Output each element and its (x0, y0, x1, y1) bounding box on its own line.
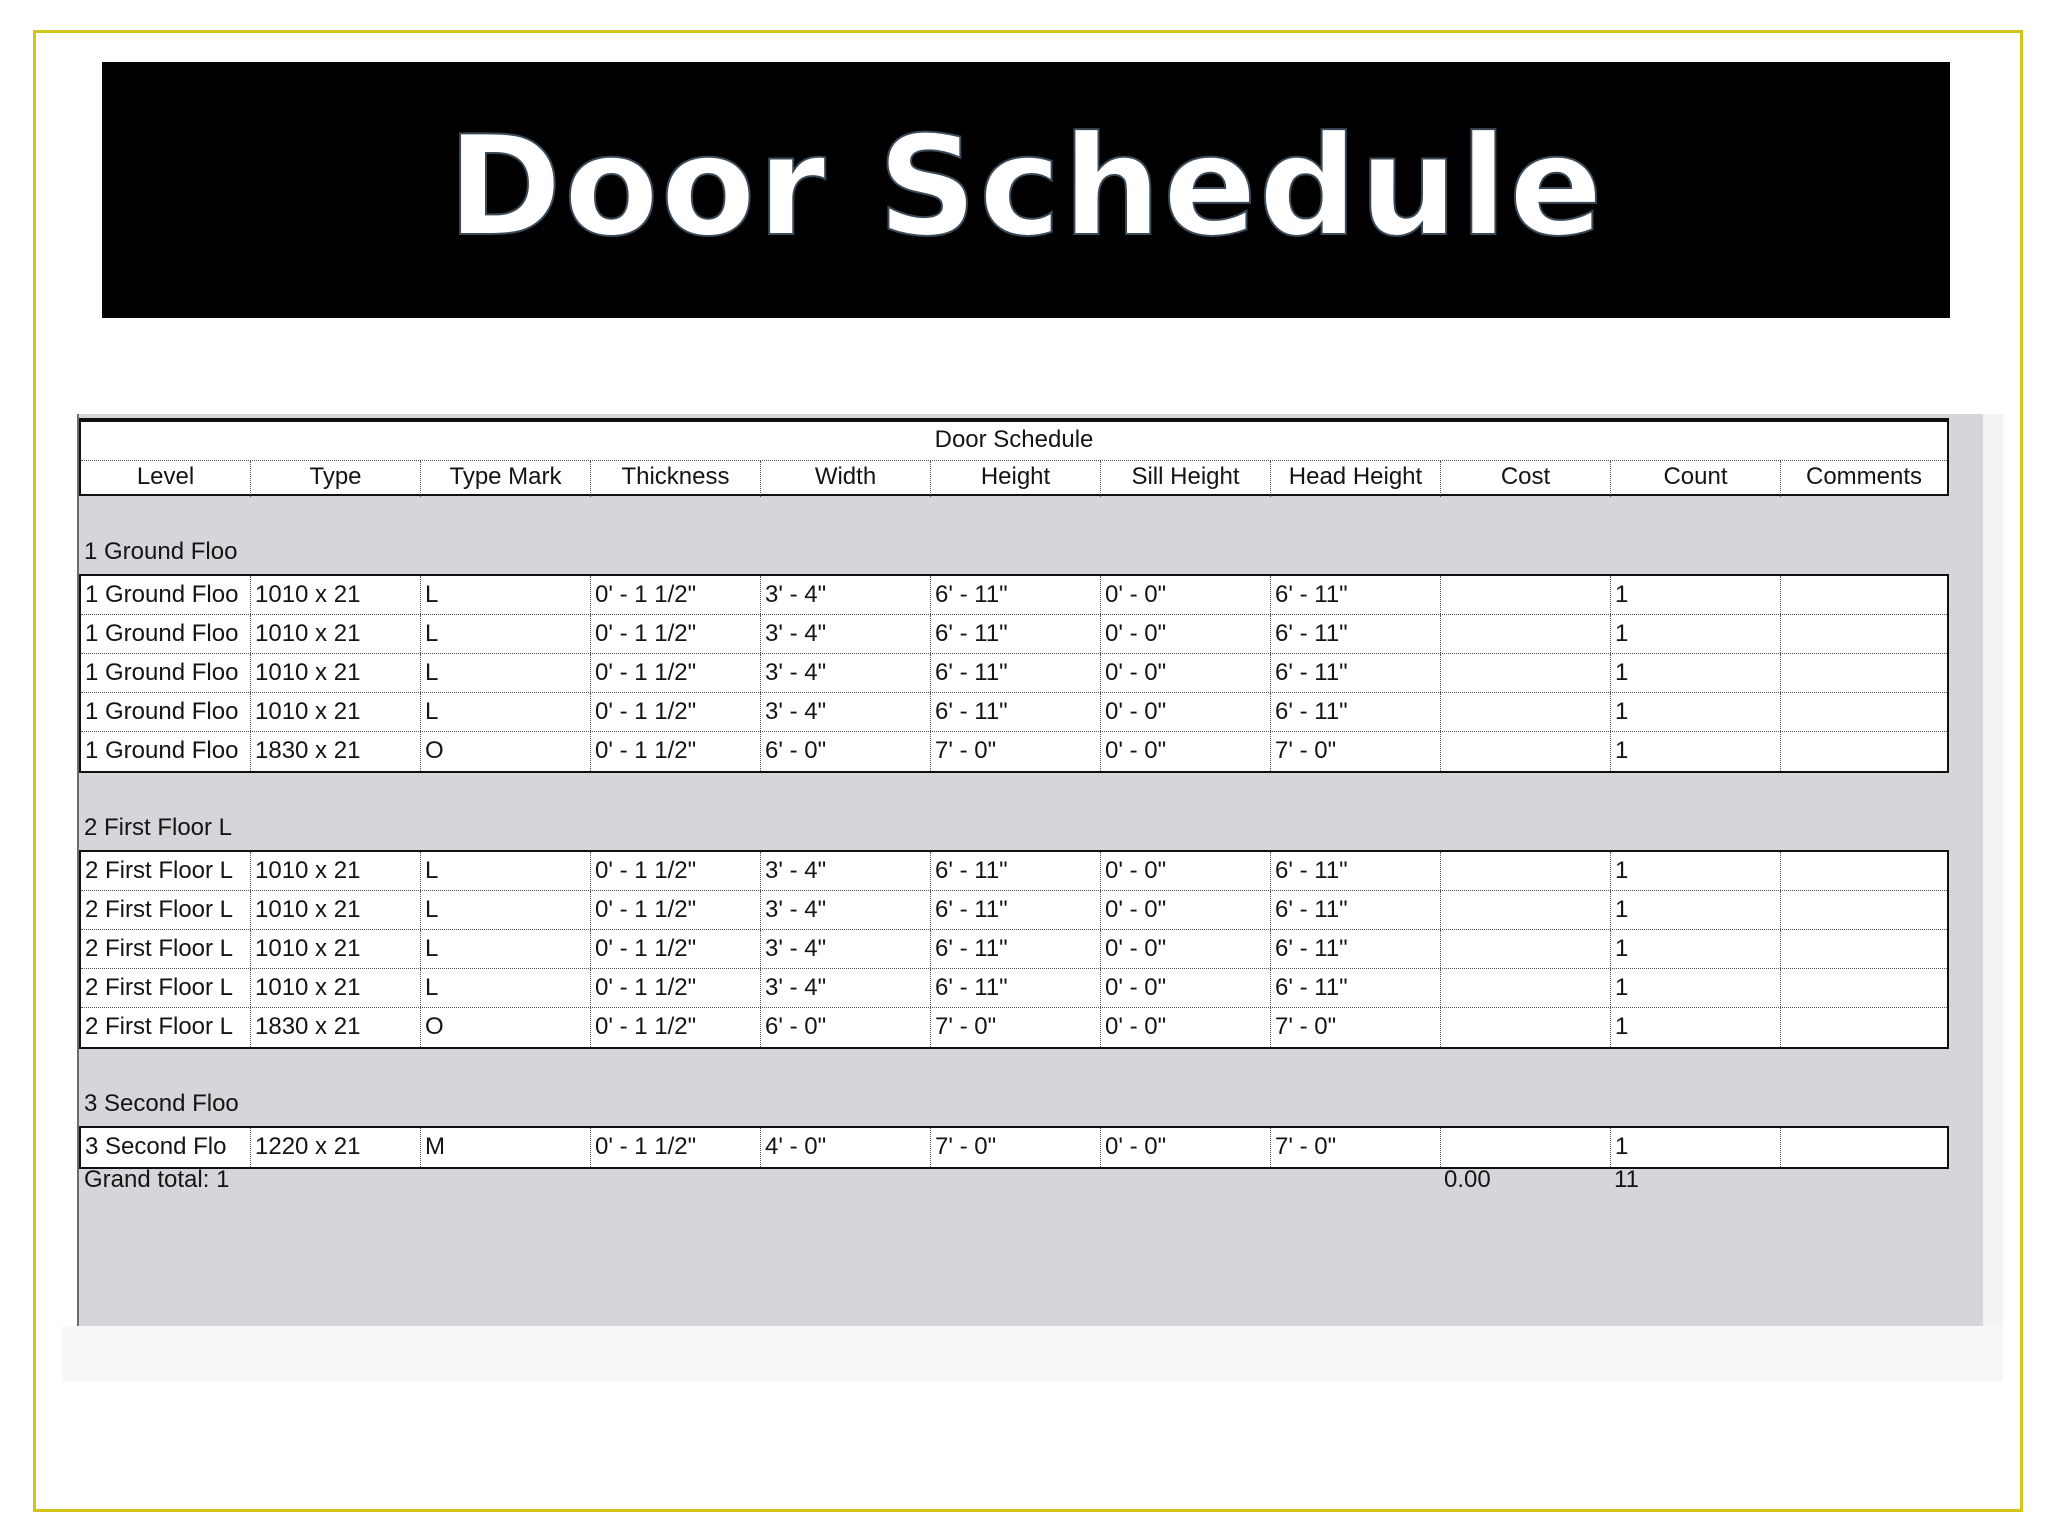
cell-sill-height[interactable]: 0' - 0" (1101, 654, 1271, 692)
cell-height[interactable]: 7' - 0" (931, 732, 1101, 771)
cell-sill-height[interactable]: 0' - 0" (1101, 1128, 1271, 1167)
column-header-sill-height[interactable]: Sill Height (1101, 461, 1271, 497)
group-label-second-floor: 3 Second Floo (84, 1090, 239, 1117)
cell-type[interactable]: 1010 x 21 (251, 852, 421, 890)
cell-type[interactable]: 1830 x 21 (251, 1008, 421, 1047)
group-label-first-floor: 2 First Floor L (84, 814, 233, 841)
cell-count[interactable]: 1 (1611, 1008, 1781, 1047)
cell-width[interactable]: 6' - 0" (761, 1008, 931, 1047)
cell-sill-height[interactable]: 0' - 0" (1101, 969, 1271, 1007)
cell-count[interactable]: 1 (1611, 969, 1781, 1007)
cell-head-height[interactable]: 6' - 11" (1271, 969, 1441, 1007)
cell-cost[interactable] (1441, 930, 1611, 968)
cell-count[interactable]: 1 (1611, 693, 1781, 731)
cell-thickness[interactable]: 0' - 1 1/2" (591, 1008, 761, 1047)
table-row[interactable] (81, 654, 1947, 693)
cell-type[interactable]: 1220 x 21 (251, 1128, 421, 1167)
cell-thickness[interactable]: 0' - 1 1/2" (591, 693, 761, 731)
cell-comments[interactable] (1781, 1128, 1947, 1167)
cell-type-mark[interactable]: L (421, 576, 591, 614)
cell-type-mark[interactable]: L (421, 693, 591, 731)
cell-thickness[interactable]: 0' - 1 1/2" (591, 891, 761, 929)
cell-sill-height[interactable]: 0' - 0" (1101, 732, 1271, 771)
cell-cost[interactable] (1441, 1008, 1611, 1047)
cell-type[interactable]: 1010 x 21 (251, 693, 421, 731)
cell-head-height[interactable]: 7' - 0" (1271, 732, 1441, 771)
cell-level[interactable]: 1 Ground Floo (81, 732, 251, 771)
cell-height[interactable]: 7' - 0" (931, 1128, 1101, 1167)
cell-count[interactable]: 1 (1611, 732, 1781, 771)
cell-type-mark[interactable]: L (421, 852, 591, 890)
cell-type[interactable]: 1010 x 21 (251, 576, 421, 614)
cell-width[interactable]: 3' - 4" (761, 969, 931, 1007)
cell-comments[interactable] (1781, 654, 1947, 692)
cell-width[interactable]: 3' - 4" (761, 615, 931, 653)
cell-thickness[interactable]: 0' - 1 1/2" (591, 1128, 761, 1167)
title-bar (102, 62, 1950, 318)
cell-sill-height[interactable]: 0' - 0" (1101, 1008, 1271, 1047)
cell-width[interactable]: 4' - 0" (761, 1128, 931, 1167)
table-row[interactable] (81, 891, 1947, 930)
table-row[interactable] (81, 615, 1947, 654)
table-row[interactable] (81, 969, 1947, 1008)
column-header-count[interactable]: Count (1611, 461, 1781, 497)
cell-comments[interactable] (1781, 576, 1947, 614)
cell-count[interactable]: 1 (1611, 576, 1781, 614)
cell-height[interactable]: 6' - 11" (931, 576, 1101, 614)
cell-height[interactable]: 6' - 11" (931, 930, 1101, 968)
cell-comments[interactable] (1781, 732, 1947, 771)
cell-thickness[interactable]: 0' - 1 1/2" (591, 654, 761, 692)
cell-comments[interactable] (1781, 891, 1947, 929)
cell-thickness[interactable]: 0' - 1 1/2" (591, 732, 761, 771)
schedule-title: Door Schedule (934, 426, 1094, 453)
cell-count[interactable]: 1 (1611, 1128, 1781, 1167)
cell-type-mark[interactable]: L (421, 654, 591, 692)
cell-sill-height[interactable]: 0' - 0" (1101, 891, 1271, 929)
table-row[interactable] (81, 693, 1947, 732)
cell-comments[interactable] (1781, 930, 1947, 968)
cell-level[interactable]: 1 Ground Floo (81, 615, 251, 653)
cell-type-mark[interactable]: L (421, 969, 591, 1007)
cell-height[interactable]: 7' - 0" (931, 1008, 1101, 1047)
cost-total: 0.00 (1444, 1166, 1491, 1193)
cell-type[interactable]: 1830 x 21 (251, 732, 421, 771)
cell-head-height[interactable]: 6' - 11" (1271, 852, 1441, 890)
cell-level[interactable]: 2 First Floor L (81, 969, 251, 1007)
cell-height[interactable]: 6' - 11" (931, 654, 1101, 692)
column-header-level[interactable]: Level (81, 461, 251, 497)
count-total: 11 (1614, 1166, 1639, 1193)
cell-head-height[interactable]: 7' - 0" (1271, 1008, 1441, 1047)
cell-width[interactable]: 3' - 4" (761, 654, 931, 692)
column-header-thickness[interactable]: Thickness (591, 461, 761, 497)
cell-width[interactable]: 6' - 0" (761, 732, 931, 771)
cell-level[interactable]: 2 First Floor L (81, 930, 251, 968)
cell-level[interactable]: 3 Second Flo (81, 1128, 251, 1167)
cell-level[interactable]: 2 First Floor L (81, 1008, 251, 1047)
cell-thickness[interactable]: 0' - 1 1/2" (591, 852, 761, 890)
cell-thickness[interactable]: 0' - 1 1/2" (591, 615, 761, 653)
schedule-view-margin (1983, 414, 2003, 1364)
column-header-row (81, 460, 1947, 497)
table-row[interactable] (81, 732, 1947, 771)
table-row[interactable] (81, 930, 1947, 969)
cell-width[interactable]: 3' - 4" (761, 930, 931, 968)
cell-cost[interactable] (1441, 654, 1611, 692)
group-label-ground-floor: 1 Ground Floo (84, 538, 238, 565)
cell-head-height[interactable]: 6' - 11" (1271, 930, 1441, 968)
cell-level[interactable]: 2 First Floor L (81, 852, 251, 890)
cell-sill-height[interactable]: 0' - 0" (1101, 852, 1271, 890)
cell-thickness[interactable]: 0' - 1 1/2" (591, 969, 761, 1007)
cell-cost[interactable] (1441, 852, 1611, 890)
cell-count[interactable]: 1 (1611, 891, 1781, 929)
table-row[interactable] (81, 1008, 1947, 1047)
cell-width[interactable]: 3' - 4" (761, 576, 931, 614)
cell-type-mark[interactable]: M (421, 1128, 591, 1167)
cell-type-mark[interactable]: L (421, 615, 591, 653)
column-header-comments[interactable]: Comments (1805, 463, 1923, 490)
cell-sill-height[interactable]: 0' - 0" (1101, 930, 1271, 968)
cell-height[interactable]: 6' - 11" (931, 891, 1101, 929)
cell-cost[interactable] (1441, 615, 1611, 653)
table-row[interactable] (81, 576, 1947, 615)
cell-head-height[interactable]: 7' - 0" (1271, 1128, 1441, 1167)
cell-head-height[interactable]: 6' - 11" (1271, 693, 1441, 731)
cell-sill-height[interactable]: 0' - 0" (1101, 615, 1271, 653)
cell-count[interactable]: 1 (1611, 852, 1781, 890)
column-header-type[interactable]: Type (251, 461, 421, 497)
cell-sill-height[interactable]: 0' - 0" (1101, 576, 1271, 614)
cell-comments[interactable] (1781, 969, 1947, 1007)
column-header-type-mark[interactable]: Type Mark (421, 461, 591, 497)
cell-height[interactable]: 6' - 11" (931, 693, 1101, 731)
cell-head-height[interactable]: 6' - 11" (1271, 891, 1441, 929)
cell-level[interactable]: 1 Ground Floo (81, 693, 251, 731)
cell-type[interactable]: 1010 x 21 (251, 654, 421, 692)
cell-thickness[interactable]: 0' - 1 1/2" (591, 930, 761, 968)
cell-type-mark[interactable]: L (421, 930, 591, 968)
cell-height[interactable]: 6' - 11" (931, 969, 1101, 1007)
cell-cost[interactable] (1441, 732, 1611, 771)
cell-width[interactable]: 3' - 4" (761, 891, 931, 929)
cell-count[interactable]: 1 (1611, 615, 1781, 653)
cell-count[interactable]: 1 (1611, 930, 1781, 968)
cell-type-mark[interactable]: O (421, 732, 591, 771)
schedule-view-footer (62, 1326, 2003, 1382)
cell-head-height[interactable]: 6' - 11" (1271, 576, 1441, 614)
cell-type-mark[interactable]: L (421, 891, 591, 929)
column-header-head-height[interactable]: Head Height (1271, 461, 1441, 497)
cell-width[interactable]: 3' - 4" (761, 693, 931, 731)
cell-comments[interactable] (1781, 615, 1947, 653)
cell-cost[interactable] (1441, 576, 1611, 614)
cell-count[interactable]: 1 (1611, 654, 1781, 692)
column-header-height[interactable]: Height (931, 461, 1101, 497)
cell-head-height[interactable]: 6' - 11" (1271, 615, 1441, 653)
cell-level[interactable]: 1 Ground Floo (81, 576, 251, 614)
cell-comments[interactable] (1781, 1008, 1947, 1047)
cell-sill-height[interactable]: 0' - 0" (1101, 693, 1271, 731)
cell-cost[interactable] (1441, 891, 1611, 929)
table-row[interactable] (81, 852, 1947, 891)
cell-comments[interactable] (1781, 852, 1947, 890)
cell-height[interactable]: 6' - 11" (931, 615, 1101, 653)
cell-comments[interactable] (1781, 693, 1947, 731)
cell-cost[interactable] (1441, 969, 1611, 1007)
group-first-floor (79, 850, 1949, 1049)
cell-level[interactable]: 2 First Floor L (81, 891, 251, 929)
cell-type[interactable]: 1010 x 21 (251, 930, 421, 968)
cell-type[interactable]: 1010 x 21 (251, 615, 421, 653)
cell-type[interactable]: 1010 x 21 (251, 969, 421, 1007)
cell-type[interactable]: 1010 x 21 (251, 891, 421, 929)
cell-type-mark[interactable]: O (421, 1008, 591, 1047)
grand-total-label: Grand total: 1 (84, 1166, 230, 1193)
table-row[interactable] (81, 1128, 1947, 1167)
column-header-cost[interactable]: Cost (1441, 461, 1611, 497)
cell-height[interactable]: 6' - 11" (931, 852, 1101, 890)
cell-width[interactable]: 3' - 4" (761, 852, 931, 890)
column-header-width[interactable]: Width (761, 461, 931, 497)
cell-thickness[interactable]: 0' - 1 1/2" (591, 576, 761, 614)
cell-cost[interactable] (1441, 1128, 1611, 1167)
cell-level[interactable]: 1 Ground Floo (81, 654, 251, 692)
cell-cost[interactable] (1441, 693, 1611, 731)
slide-title: Door Schedule (447, 105, 1605, 267)
schedule-header (79, 418, 1949, 496)
cell-head-height[interactable]: 6' - 11" (1271, 654, 1441, 692)
group-second-floor (79, 1126, 1949, 1169)
group-ground-floor (79, 574, 1949, 773)
